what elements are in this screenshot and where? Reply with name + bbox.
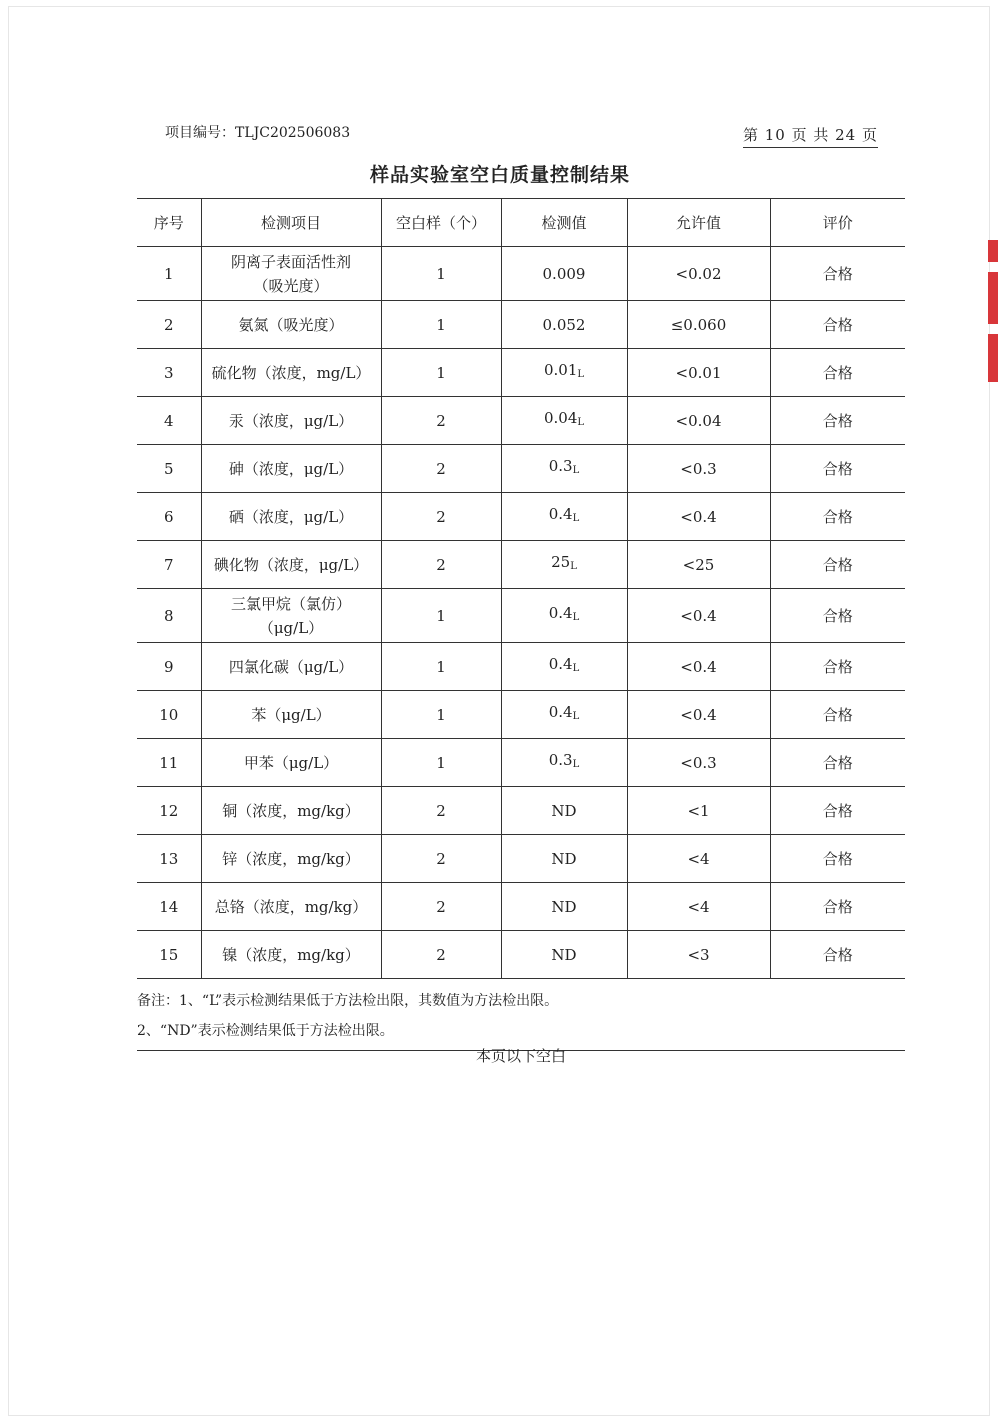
blank-sample-count: 2 <box>381 541 501 589</box>
below-detection-flag: L <box>572 465 580 476</box>
measured-value <box>501 589 627 643</box>
table-row <box>137 643 905 691</box>
remarks <box>137 986 905 1051</box>
test-item-name: 锌（浓度，mg/kg） <box>222 849 360 868</box>
below-detection-flag: L <box>572 513 580 524</box>
test-item-name: 氨氮（吸光度） <box>238 315 344 334</box>
table-row <box>137 739 905 787</box>
measured-value-number: ND <box>551 849 577 868</box>
row-number: 9 <box>137 643 201 691</box>
evaluation-result: 合格 <box>770 247 905 301</box>
page-title: 样品实验室空白质量控制结果 <box>369 164 630 186</box>
test-item-name: 硒（浓度，μg/L） <box>228 507 354 526</box>
blank-sample-count: 1 <box>381 643 501 691</box>
test-item <box>201 931 381 979</box>
allowed-limit: <0.02 <box>627 247 770 301</box>
column-header-no: 序号 <box>137 199 201 247</box>
test-item <box>201 541 381 589</box>
allowed-limit: <4 <box>627 883 770 931</box>
allowed-limit: <0.3 <box>627 739 770 787</box>
evaluation-result: 合格 <box>770 835 905 883</box>
evaluation-result: 合格 <box>770 739 905 787</box>
row-number: 5 <box>137 445 201 493</box>
column-header-limit: 允许值 <box>627 199 770 247</box>
test-item <box>201 301 381 349</box>
test-item-unit: （吸光度） <box>253 276 329 295</box>
allowed-limit: <0.4 <box>627 493 770 541</box>
allowed-limit: <3 <box>627 931 770 979</box>
measured-value-number: 25 <box>551 553 571 571</box>
table-row <box>137 397 905 445</box>
row-number: 15 <box>137 931 201 979</box>
evaluation-result: 合格 <box>770 445 905 493</box>
table-row <box>137 247 905 301</box>
table-header-row <box>137 199 905 247</box>
test-item-name: 三氯甲烷（氯仿） <box>230 594 351 613</box>
test-item-name: 汞（浓度，μg/L） <box>228 411 354 430</box>
table-row <box>137 541 905 589</box>
red-seal-edge <box>988 240 1000 440</box>
test-item <box>201 247 381 301</box>
test-item <box>201 397 381 445</box>
allowed-limit: <0.3 <box>627 445 770 493</box>
measured-value-number: 0.4 <box>548 505 573 523</box>
table-row <box>137 589 905 643</box>
measured-value-number: 0.4 <box>548 703 573 721</box>
evaluation-result: 合格 <box>770 493 905 541</box>
qc-results-table <box>137 198 905 979</box>
row-number: 10 <box>137 691 201 739</box>
table-row <box>137 493 905 541</box>
measured-value <box>501 397 627 445</box>
allowed-limit: <0.01 <box>627 349 770 397</box>
test-item <box>201 787 381 835</box>
measured-value <box>501 739 627 787</box>
row-number: 8 <box>137 589 201 643</box>
measured-value-number: ND <box>551 801 577 820</box>
blank-sample-count: 2 <box>381 787 501 835</box>
remark-line-1: 备注：1、“L”表示检测结果低于方法检出限，其数值为方法检出限。 <box>137 993 559 1009</box>
below-detection-flag: L <box>572 711 580 722</box>
allowed-limit: <25 <box>627 541 770 589</box>
measured-value <box>501 643 627 691</box>
blank-sample-count: 2 <box>381 493 501 541</box>
measured-value <box>501 883 627 931</box>
measured-value-number: 0.01 <box>543 361 578 379</box>
measured-value-number: 0.4 <box>548 604 573 622</box>
blank-sample-count: 1 <box>381 301 501 349</box>
row-number: 3 <box>137 349 201 397</box>
test-item <box>201 691 381 739</box>
table-row <box>137 835 905 883</box>
table-row <box>137 883 905 931</box>
blank-sample-count: 1 <box>381 349 501 397</box>
remark-line-2: 2、“ND”表示检测结果低于方法检出限。 <box>137 1023 394 1039</box>
evaluation-result: 合格 <box>770 787 905 835</box>
test-item-name: 铜（浓度，mg/kg） <box>222 801 360 820</box>
test-item <box>201 493 381 541</box>
test-item-name: 苯（μg/L） <box>251 705 331 724</box>
evaluation-result: 合格 <box>770 349 905 397</box>
blank-sample-count: 2 <box>381 445 501 493</box>
column-header-evaluation: 评价 <box>770 199 905 247</box>
row-number: 13 <box>137 835 201 883</box>
table-row <box>137 349 905 397</box>
project-number: 项目编号：TLJC202506083 <box>165 125 351 141</box>
test-item-name: 阴离子表面活性剂 <box>230 252 351 271</box>
below-detection-flag: L <box>577 417 585 428</box>
measured-value-number: 0.009 <box>542 264 586 283</box>
blank-sample-count: 1 <box>381 589 501 643</box>
below-detection-flag: L <box>570 561 577 572</box>
test-item-name: 碘化物（浓度，μg/L） <box>213 555 369 574</box>
table-row <box>137 301 905 349</box>
measured-value-number: 0.04 <box>543 409 578 427</box>
test-item-name: 硫化物（浓度，mg/L） <box>211 363 371 382</box>
test-item <box>201 643 381 691</box>
evaluation-result: 合格 <box>770 301 905 349</box>
blank-sample-count: 1 <box>381 247 501 301</box>
allowed-limit: <1 <box>627 787 770 835</box>
test-item-name: 甲苯（μg/L） <box>243 753 339 772</box>
row-number: 2 <box>137 301 201 349</box>
measured-value-number: ND <box>551 897 577 916</box>
evaluation-result: 合格 <box>770 643 905 691</box>
blank-sample-count: 2 <box>381 835 501 883</box>
row-number: 6 <box>137 493 201 541</box>
blank-sample-count: 1 <box>381 739 501 787</box>
allowed-limit: <4 <box>627 835 770 883</box>
measured-value <box>501 691 627 739</box>
test-item-name: 总铬（浓度，mg/kg） <box>214 897 368 916</box>
blank-sample-count: 2 <box>381 883 501 931</box>
column-header-blank-count: 空白样（个） <box>381 199 501 247</box>
row-number: 11 <box>137 739 201 787</box>
test-item <box>201 445 381 493</box>
evaluation-result: 合格 <box>770 883 905 931</box>
allowed-limit: <0.4 <box>627 643 770 691</box>
blank-sample-count: 1 <box>381 691 501 739</box>
measured-value-number: ND <box>551 945 577 964</box>
test-item <box>201 589 381 643</box>
measured-value <box>501 349 627 397</box>
measured-value <box>501 301 627 349</box>
test-item-name: 镍（浓度，mg/kg） <box>222 945 360 964</box>
measured-value-number: 0.4 <box>548 655 573 673</box>
test-item <box>201 835 381 883</box>
test-item <box>201 883 381 931</box>
row-number: 4 <box>137 397 201 445</box>
test-item <box>201 739 381 787</box>
blank-sample-count: 2 <box>381 397 501 445</box>
measured-value <box>501 445 627 493</box>
measured-value <box>501 493 627 541</box>
below-detection-flag: L <box>572 663 580 674</box>
evaluation-result: 合格 <box>770 397 905 445</box>
measured-value <box>501 247 627 301</box>
allowed-limit: <0.4 <box>627 589 770 643</box>
below-detection-flag: L <box>572 612 580 623</box>
row-number: 7 <box>137 541 201 589</box>
allowed-limit: ≤0.060 <box>627 301 770 349</box>
evaluation-result: 合格 <box>770 691 905 739</box>
evaluation-result: 合格 <box>770 931 905 979</box>
measured-value-number: 0.3 <box>548 457 573 475</box>
evaluation-result: 合格 <box>770 541 905 589</box>
table-row <box>137 787 905 835</box>
measured-value-number: 0.052 <box>542 315 586 334</box>
row-number: 14 <box>137 883 201 931</box>
test-item <box>201 349 381 397</box>
measured-value <box>501 835 627 883</box>
measured-value-number: 0.3 <box>548 751 573 769</box>
row-number: 12 <box>137 787 201 835</box>
blank-sample-count: 2 <box>381 931 501 979</box>
table-body <box>137 247 905 979</box>
row-number: 1 <box>137 247 201 301</box>
evaluation-result: 合格 <box>770 589 905 643</box>
measured-value <box>501 541 627 589</box>
allowed-limit: <0.4 <box>627 691 770 739</box>
test-item-name: 四氯化碳（μg/L） <box>228 657 354 676</box>
end-of-page-note: 本页以下空白 <box>475 1047 566 1065</box>
measured-value <box>501 931 627 979</box>
table-row <box>137 445 905 493</box>
table-row <box>137 691 905 739</box>
below-detection-flag: L <box>572 759 580 770</box>
page-indicator: 第 10 页 共 24 页 <box>743 124 878 148</box>
table-row <box>137 931 905 979</box>
measured-value <box>501 787 627 835</box>
allowed-limit: <0.04 <box>627 397 770 445</box>
test-item-unit: （μg/L） <box>258 618 324 637</box>
column-header-value: 检测值 <box>501 199 627 247</box>
below-detection-flag: L <box>577 369 585 380</box>
column-header-item: 检测项目 <box>201 199 381 247</box>
test-item-name: 砷（浓度，μg/L） <box>228 459 354 478</box>
